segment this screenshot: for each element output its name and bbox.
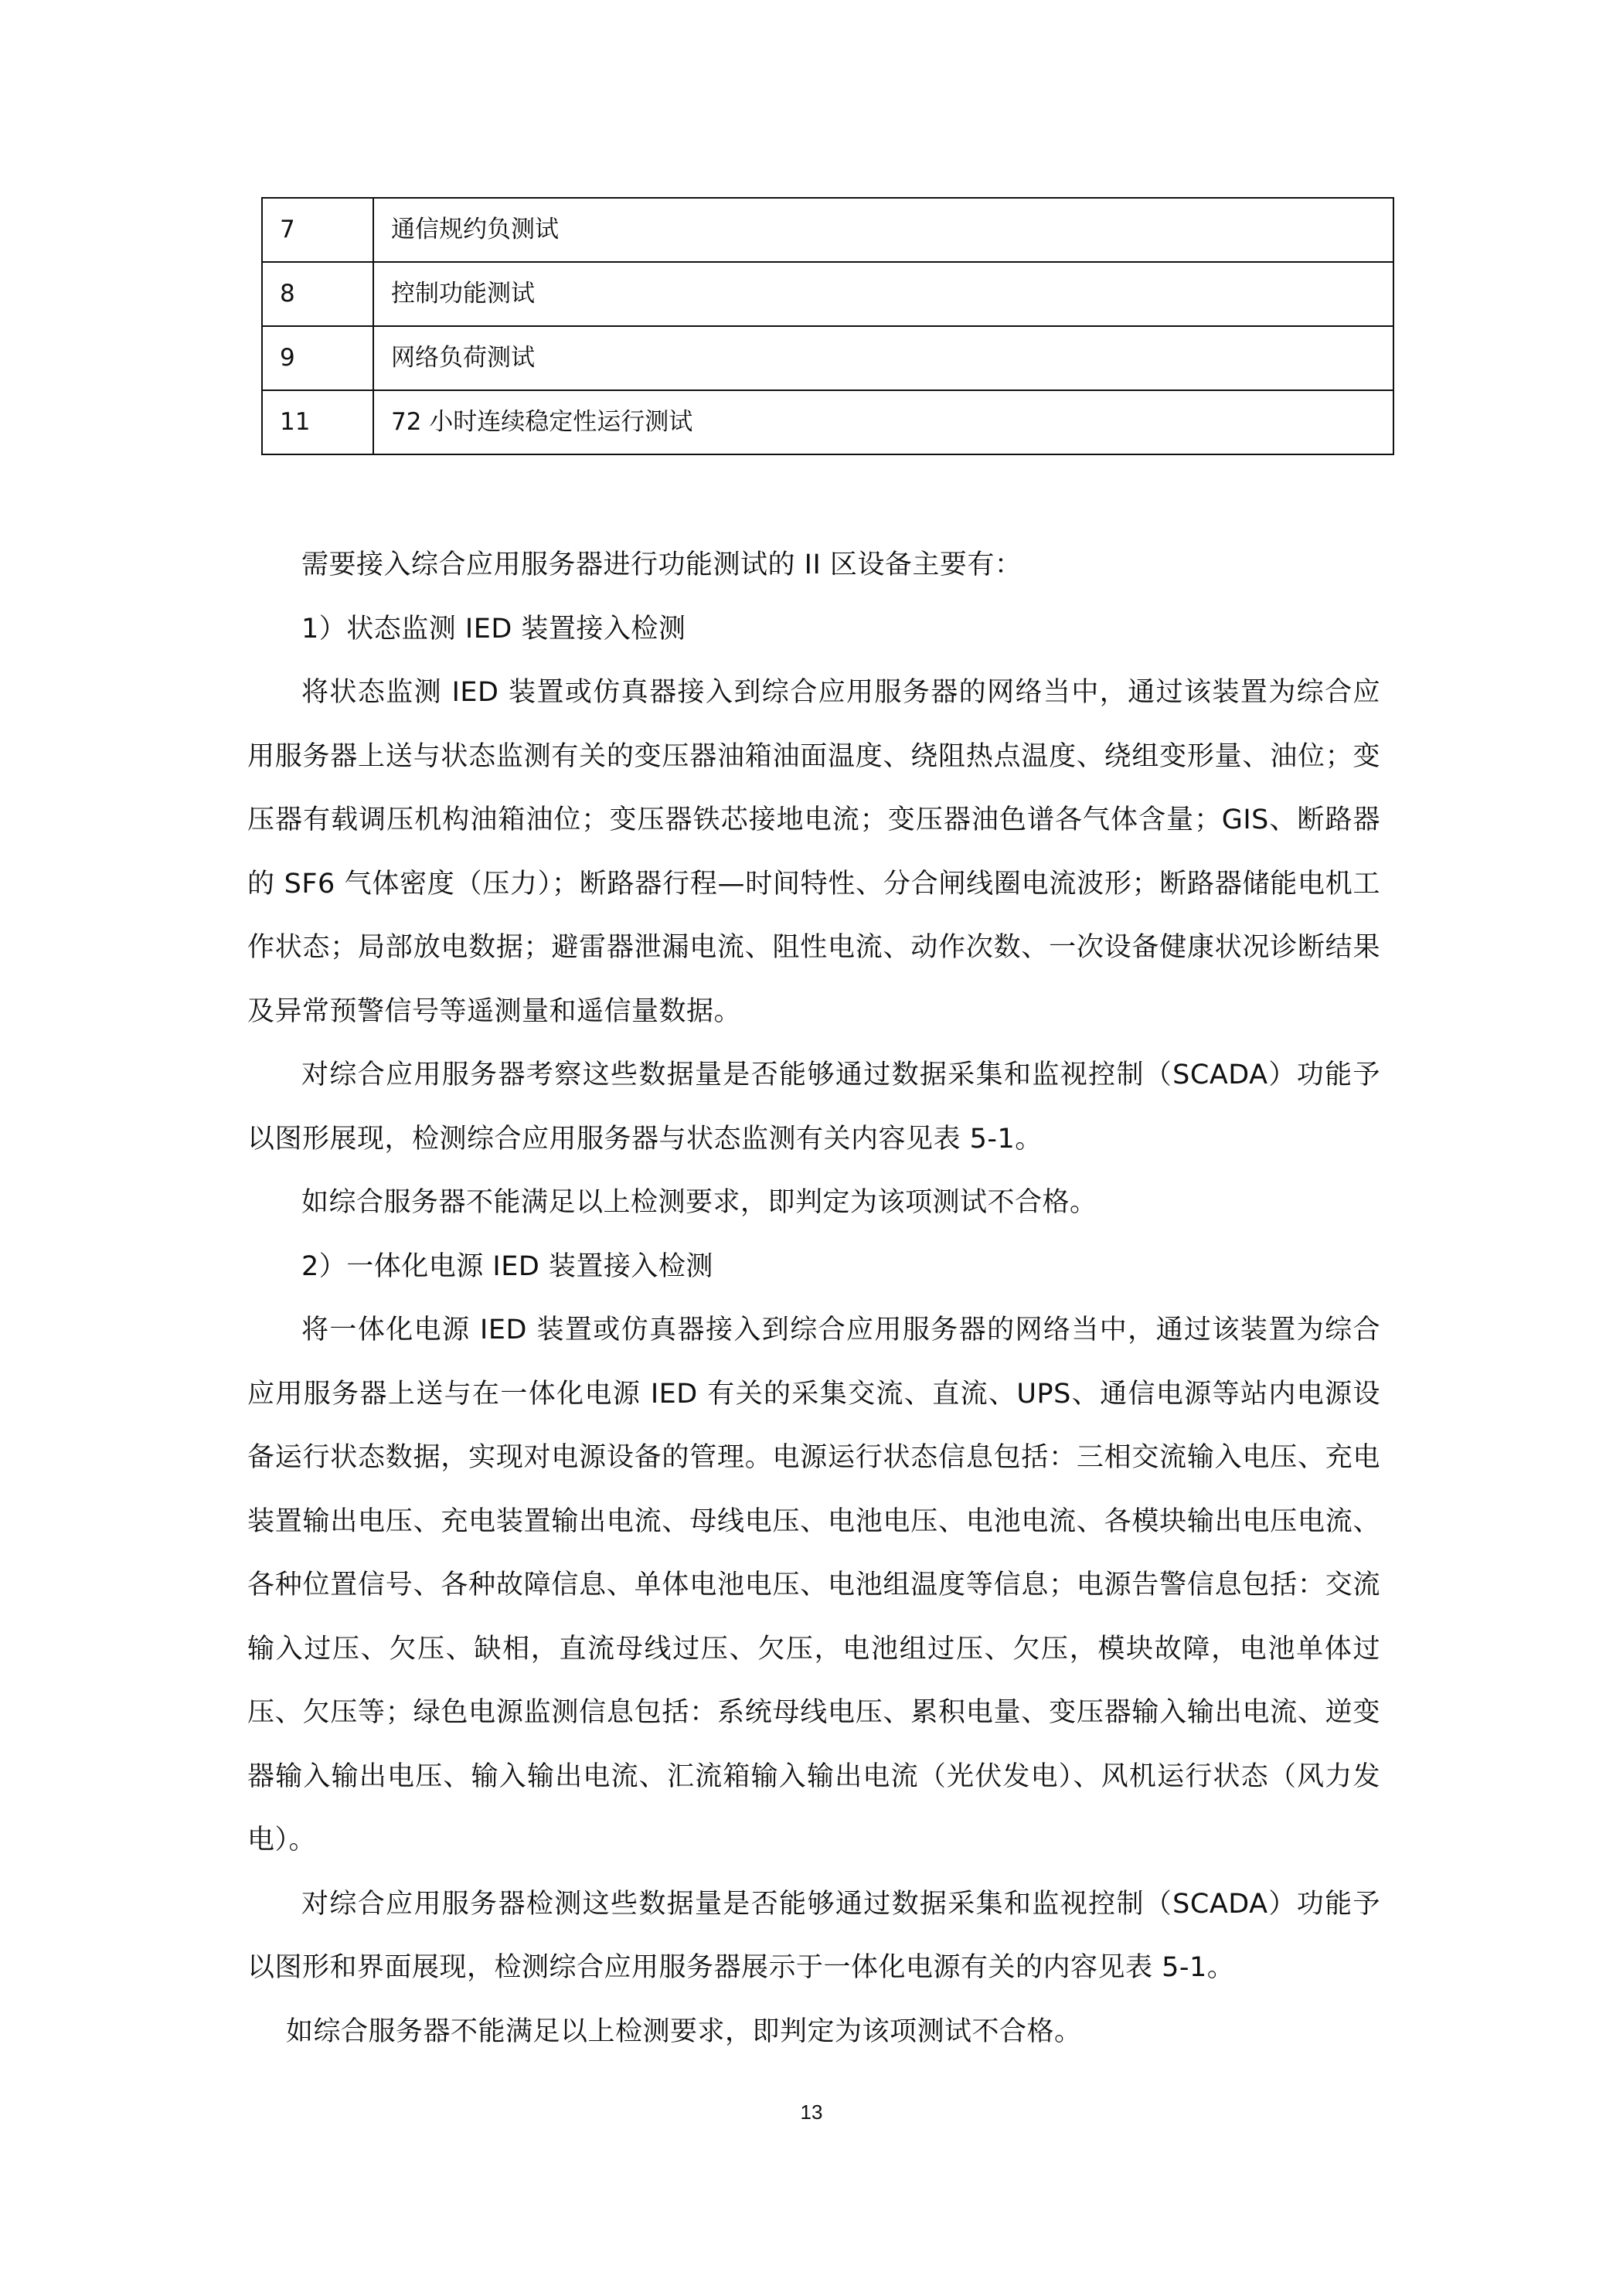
test-items-table	[261, 197, 1394, 455]
table-row	[262, 390, 1393, 454]
item-number: 11	[262, 390, 373, 454]
paragraph-scada-check-2: 对综合应用服务器检测这些数据量是否能够通过数据采集和监视控制（SCADA）功能予以图形和界面展现，检测综合应用服务器展示于一体化电源有关的内容见表 5-1。	[247, 1888, 1380, 1983]
item-number: 8	[262, 262, 373, 326]
paragraph-integrated-power: 将一体化电源 IED 装置或仿真器接入到综合应用服务器的网络当中，通过该装置为综合应用服务器上送与在一体化电源 IED 有关的采集交流、直流、UPS、通信电源等站内电源设备运行状态数据，实现对电源设备的管理。电源运行状态信息包括：三相交流输入电压、充电装置输出电压、充电装置输出电流、母线电压、电池电压、电池电流、各模块输出电压电流、各种位置信号、各种故障信息、单体电池电压、电池组温度等信息；电源告警信息包括：交流输入过压、欠压、缺相，直流母线过压、欠压，电池组过压、欠压，模块故障，电池单体过压、欠压等；绿色电源监测信息包括：系统母线电压、累积电量、变压器输入输出电流、逆变器输入输出电压、输入输出电流、汇流箱输入输出电流（光伏发电）、风机运行状态（风力发电）。	[247, 1315, 1380, 1856]
section-heading-2: 2）一体化电源 IED 装置接入检测	[301, 1250, 713, 1282]
paragraph-fail-criteria-2: 如综合服务器不能满足以上检测要求，即判定为该项测试不合格。	[286, 2015, 1082, 2047]
paragraph-status-monitoring: 将状态监测 IED 装置或仿真器接入到综合应用服务器的网络当中，通过该装置为综合应用服务器上送与状态监测有关的变压器油箱油面温度、绕阻热点温度、绕组变形量、油位；变压器有载调压机构油箱油位；变压器铁芯接地电流；变压器油色谱各气体含量；GIS、断路器的 SF6 气体密度（压力）；断路器行程—时间特性、分合闸线圈电流波形；断路器储能电机工作状态；局部放电数据；避雷器泄漏电流、阻性电流、动作次数、一次设备健康状况诊断结果及异常预警信号等遥测量和遥信量数据。	[247, 677, 1380, 1027]
item-number: 7	[262, 198, 373, 262]
item-number: 9	[262, 326, 373, 390]
item-name: 控制功能测试	[373, 262, 1393, 326]
page-number: 13	[800, 2100, 823, 2124]
paragraph-fail-criteria-1: 如综合服务器不能满足以上检测要求，即判定为该项测试不合格。	[301, 1187, 1097, 1218]
intro-paragraph: 需要接入综合应用服务器进行功能测试的 II 区设备主要有：	[301, 549, 1022, 580]
item-name: 72 小时连续稳定性运行测试	[373, 390, 1393, 454]
table-row	[262, 262, 1393, 326]
paragraph-scada-check-1: 对综合应用服务器考察这些数据量是否能够通过数据采集和监视控制（SCADA）功能予以图形展现，检测综合应用服务器与状态监测有关内容见表 5-1。	[247, 1060, 1380, 1155]
body-text	[247, 533, 1380, 2063]
item-name: 通信规约负测试	[373, 198, 1393, 262]
table-row	[262, 198, 1393, 262]
item-name: 网络负荷测试	[373, 326, 1393, 390]
section-heading-1: 1）状态监测 IED 装置接入检测	[301, 613, 686, 645]
table-row	[262, 326, 1393, 390]
